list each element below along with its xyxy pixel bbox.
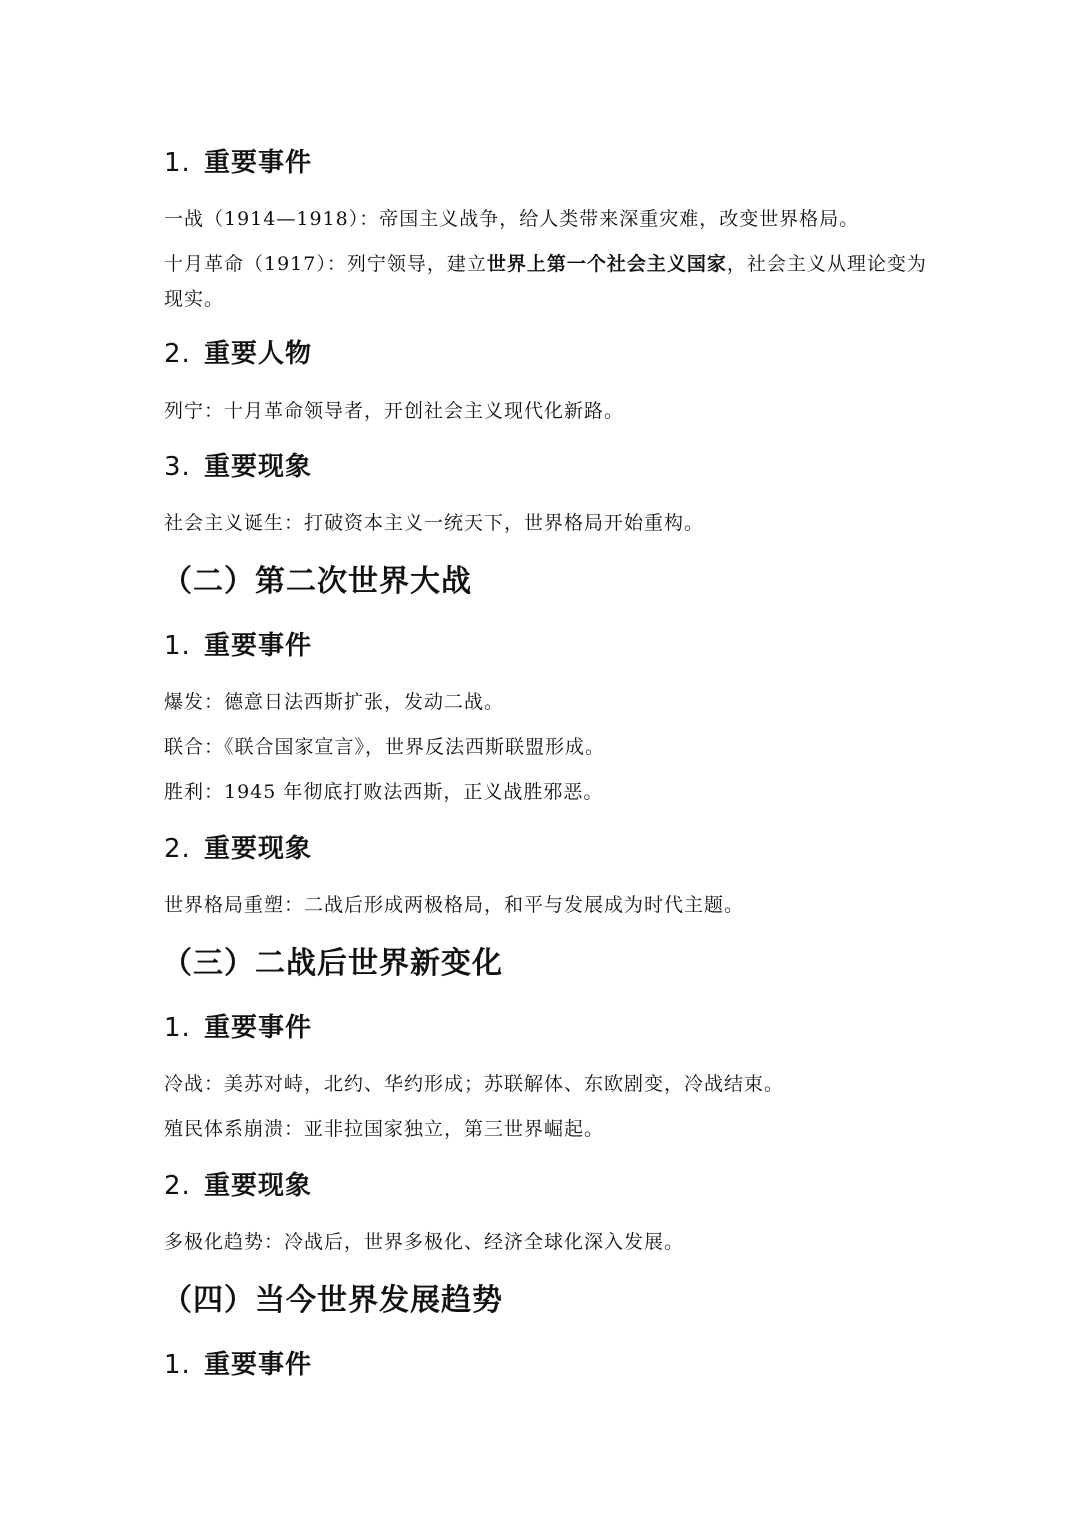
heading-events-2: 1. 重要事件 (164, 631, 313, 661)
section-heading-postwar: （三）二战后世界新变化 (162, 946, 503, 981)
heading-events-3: 1. 重要事件 (164, 1013, 313, 1043)
paragraph-continuation: 现实。 (164, 288, 225, 310)
paragraph-ww1: 一战（1914—1918）：帝国主义战争，给人类带来深重灾难，改变世界格局。 (164, 208, 860, 230)
heading-figures: 2. 重要人物 (164, 339, 313, 369)
paragraph-alliance: 联合：《联合国家宣言》，世界反法西斯联盟形成。 (164, 736, 606, 758)
heading-phenomena-1: 3. 重要现象 (164, 452, 313, 482)
heading-events-4: 1. 重要事件 (164, 1350, 313, 1380)
heading-phenomena-2: 2. 重要现象 (164, 834, 313, 864)
paragraph-world-order: 世界格局重塑：二战后形成两极格局，和平与发展成为时代主题。 (164, 894, 745, 916)
paragraph-multipolarity: 多极化趋势：冷战后，世界多极化、经济全球化深入发展。 (164, 1231, 685, 1253)
section-heading-trends: （四）当今世界发展趋势 (162, 1283, 503, 1318)
paragraph-victory: 胜利：1945 年彻底打败法西斯，正义战胜邪恶。 (164, 781, 604, 803)
paragraph-lenin: 列宁：十月革命领导者，开创社会主义现代化新路。 (164, 400, 625, 422)
bold-emphasis: 世界上第一个社会主义国家 (486, 253, 727, 275)
paragraph-decolonization: 殖民体系崩溃：亚非拉国家独立，第三世界崛起。 (164, 1118, 605, 1140)
paragraph-october-revolution: 十月革命（1917）：列宁领导，建立世界上第一个社会主义国家，社会主义从理论变为 (164, 253, 927, 275)
heading-events-1: 1. 重要事件 (164, 148, 313, 178)
section-heading-ww2: （二）第二次世界大战 (162, 564, 472, 599)
paragraph-outbreak: 爆发：德意日法西斯扩张，发动二战。 (164, 691, 505, 713)
paragraph-cold-war: 冷战：美苏对峙，北约、华约形成；苏联解体、东欧剧变，冷战结束。 (164, 1073, 785, 1095)
heading-phenomena-3: 2. 重要现象 (164, 1171, 313, 1201)
paragraph-socialism-birth: 社会主义诞生：打破资本主义一统天下，世界格局开始重构。 (164, 512, 705, 534)
